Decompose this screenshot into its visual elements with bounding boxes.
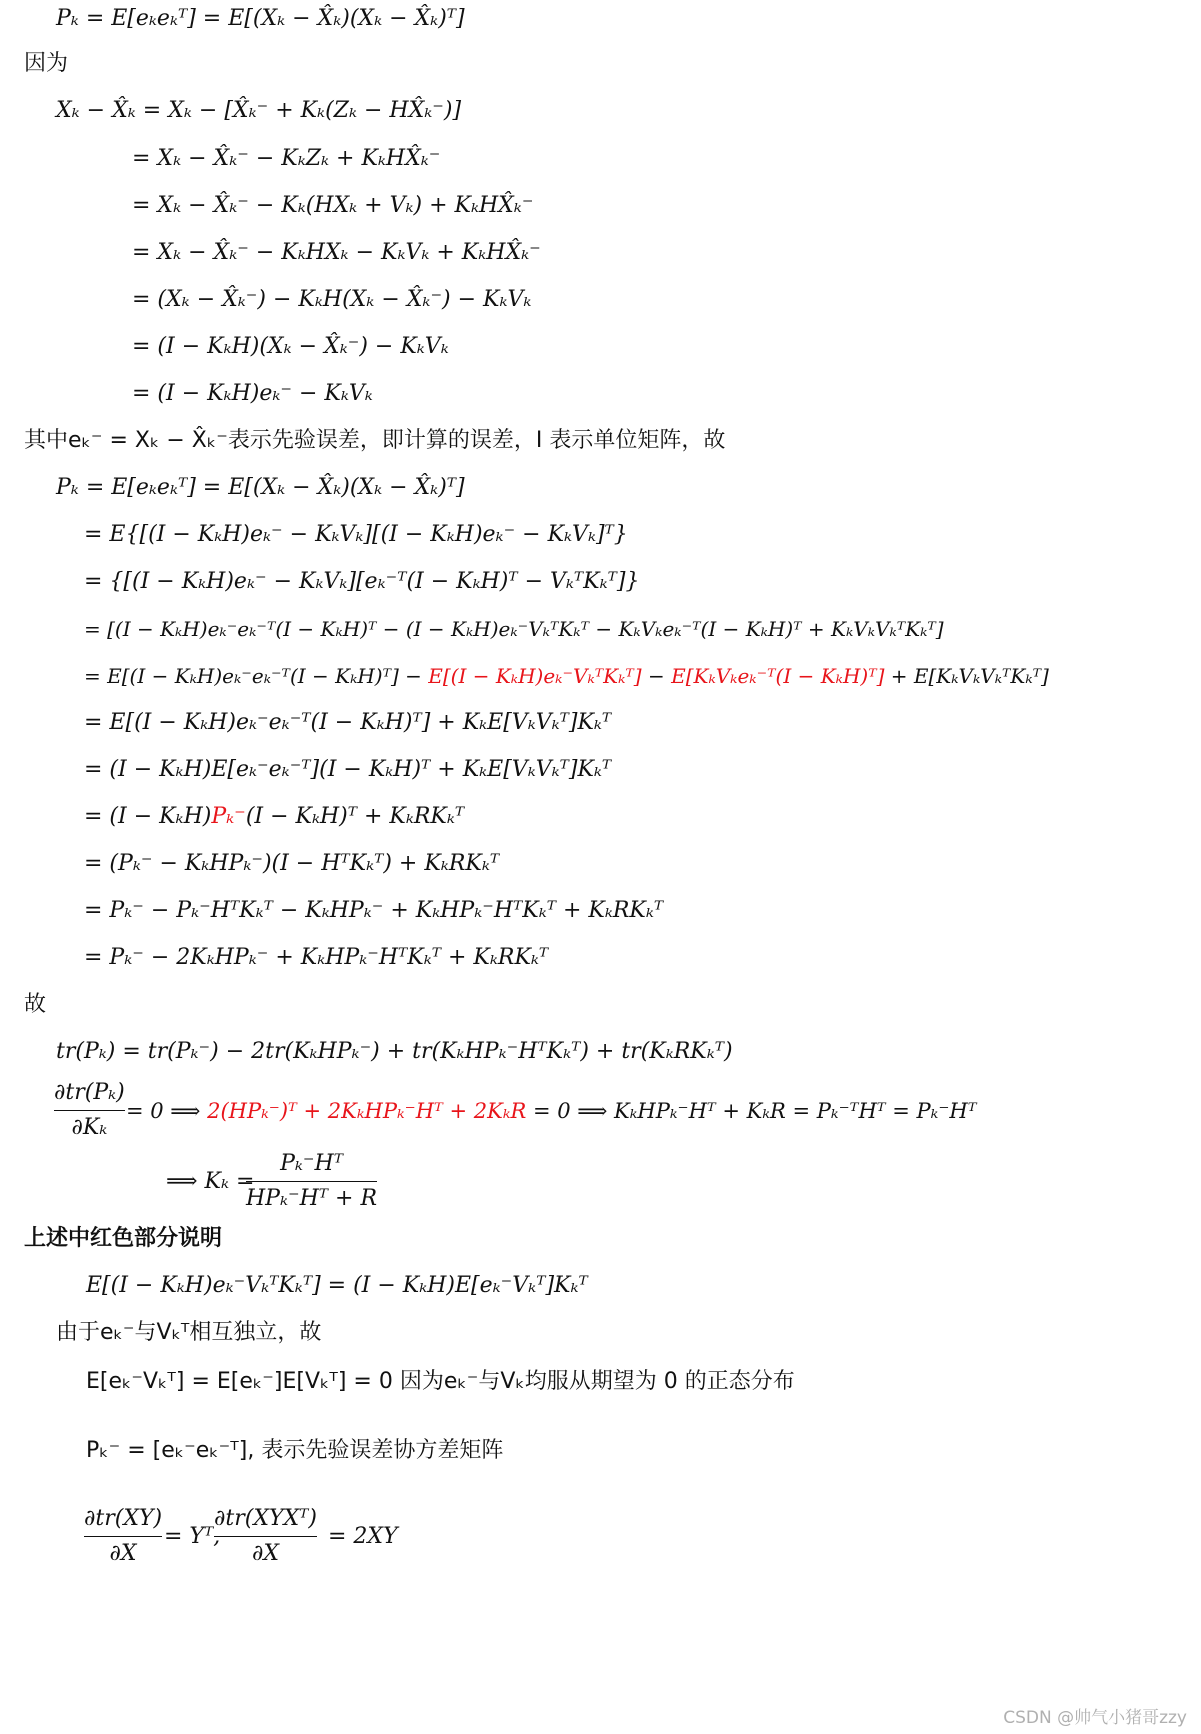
trace-rule-num-1: ∂tr(XY) [84, 1506, 163, 1531]
trace-line: tr(Pₖ) = tr(Pₖ⁻) − 2tr(KₖHPₖ⁻) + tr(KₖHPₖ⁻HᵀKₖᵀ) + tr(KₖRKₖᵀ) [56, 1039, 733, 1064]
gain-bar [246, 1181, 377, 1182]
deriv-denominator: ∂Kₖ [71, 1115, 108, 1140]
error-step-1: = Xₖ − X̂ₖ⁻ − KₖZₖ + KₖHX̂ₖ⁻ [132, 146, 441, 171]
pk-first-line: Pₖ = E[eₖeₖᵀ] = E[(Xₖ − X̂ₖ)(Xₖ − X̂ₖ)ᵀ] [56, 475, 465, 500]
error-step-3: = Xₖ − X̂ₖ⁻ − KₖHXₖ − KₖVₖ + KₖHX̂ₖ⁻ [132, 240, 541, 265]
pk-red-part1: = E[(I − KₖH)eₖ⁻eₖ⁻ᵀ(I − KₖH)ᵀ] − [84, 664, 429, 688]
pk-red-line [84, 661, 1049, 691]
pk-step-b-1: = (I − KₖH)E[eₖ⁻eₖ⁻ᵀ](I − KₖH)ᵀ + KₖE[VₖVₖᵀ]Kₖᵀ [84, 757, 612, 782]
gain-denominator: HPₖ⁻Hᵀ + R [246, 1186, 378, 1211]
deriv-numerator: ∂tr(Pₖ) [54, 1080, 125, 1105]
notes-eq1: E[(I − KₖH)eₖ⁻VₖᵀKₖᵀ] = (I − KₖH)E[eₖ⁻Vₖᵀ]Kₖᵀ [86, 1273, 588, 1298]
notes-heading: 上述中红色部分说明 [24, 1226, 223, 1251]
pk-step-c-2: = Pₖ⁻ − 2KₖHPₖ⁻ + KₖHPₖ⁻HᵀKₖᵀ + KₖRKₖᵀ [84, 945, 549, 970]
error-step-0: Xₖ − X̂ₖ = Xₖ − [X̂ₖ⁻ + Kₖ(Zₖ − HX̂ₖ⁻)] [56, 98, 462, 123]
therefore-label: 故 [24, 992, 47, 1017]
pk-definition: Pₖ = E[eₖeₖᵀ] = E[(Xₖ − X̂ₖ)(Xₖ − X̂ₖ)ᵀ] [56, 6, 465, 31]
deriv-red-term: 2(HPₖ⁻)ᵀ + 2KₖHPₖ⁻Hᵀ + 2KₖR [207, 1099, 527, 1123]
notes-prior-cov: Pₖ⁻ = [eₖ⁻eₖ⁻ᵀ], 表示先验误差协方差矩阵 [86, 1438, 504, 1463]
deriv-after: = 0 ⟹ [126, 1099, 208, 1123]
pk-step-1: = {[(I − KₖH)eₖ⁻ − KₖVₖ][eₖ⁻ᵀ(I − KₖH)ᵀ − VₖᵀKₖᵀ]} [84, 569, 640, 594]
trace-rule-bar-2 [214, 1536, 317, 1537]
gain-fraction [246, 1149, 377, 1214]
trace-rule-frac-1 [84, 1504, 162, 1569]
pk-red-part3: − [641, 664, 672, 688]
pk-step-c-0: = (Pₖ⁻ − KₖHPₖ⁻)(I − HᵀKₖᵀ) + KₖRKₖᵀ [84, 851, 500, 876]
pk-red-term-1: E[(I − KₖH)eₖ⁻VₖᵀKₖᵀ] [428, 664, 642, 688]
trace-rule-den-1: ∂X [109, 1541, 137, 1566]
trace-rule-frac-2 [214, 1504, 317, 1569]
error-step-4: = (Xₖ − X̂ₖ⁻) − KₖH(Xₖ − X̂ₖ⁻) − KₖVₖ [132, 287, 532, 312]
deriv-rhs [126, 1096, 977, 1126]
pk-red-term-2: E[KₖVₖeₖ⁻ᵀ(I − KₖH)ᵀ] [671, 664, 885, 688]
gain-numerator: Pₖ⁻Hᵀ [280, 1151, 343, 1176]
pk-prior-a: = (I − KₖH) [84, 804, 212, 829]
pk-prior-red: Pₖ⁻ [211, 804, 246, 829]
trace-rule-bar-1 [84, 1536, 162, 1537]
deriv-tail: = 0 ⟹ KₖHPₖ⁻Hᵀ + KₖR = Pₖ⁻ᵀHᵀ = Pₖ⁻Hᵀ [526, 1099, 977, 1123]
error-step-5: = (I − KₖH)(Xₖ − X̂ₖ⁻) − KₖVₖ [132, 334, 449, 359]
trace-rule-den-2: ∂X [251, 1541, 280, 1566]
pk-step-c-1: = Pₖ⁻ − Pₖ⁻HᵀKₖᵀ − KₖHPₖ⁻ + KₖHPₖ⁻HᵀKₖᵀ + KₖRKₖᵀ [84, 898, 664, 923]
csdn-watermark: CSDN @帅气小猪哥zzy [1003, 1708, 1187, 1728]
pk-prior-b: (I − KₖH)ᵀ + KₖRKₖᵀ [245, 804, 465, 829]
gain-prefix: ⟹ Kₖ = [166, 1169, 255, 1194]
pk-step-b-0: = E[(I − KₖH)eₖ⁻eₖ⁻ᵀ(I − KₖH)ᵀ] + KₖE[VₖVₖᵀ]Kₖᵀ [84, 710, 612, 735]
deriv-fraction [54, 1078, 125, 1143]
deriv-bar [54, 1110, 125, 1111]
pk-red-part5: + E[KₖVₖVₖᵀKₖᵀ] [884, 664, 1049, 688]
pk-prior-line [84, 802, 464, 832]
trace-rule-tail: = 2XY [328, 1524, 398, 1549]
pk-step-2: = [(I − KₖH)eₖ⁻eₖ⁻ᵀ(I − KₖH)ᵀ − (I − KₖH)eₖ⁻VₖᵀKₖᵀ − KₖVₖeₖ⁻ᵀ(I − KₖH)ᵀ + KₖVₖVₖᵀKₖᵀ] [84, 617, 944, 641]
error-step-6: = (I − KₖH)eₖ⁻ − KₖVₖ [132, 381, 373, 406]
error-step-2: = Xₖ − X̂ₖ⁻ − Kₖ(HXₖ + Vₖ) + KₖHX̂ₖ⁻ [132, 193, 534, 218]
trace-rule-mid: = Yᵀ, [164, 1524, 221, 1549]
notes-eq2: E[eₖ⁻Vₖᵀ] = E[eₖ⁻]E[Vₖᵀ] = 0 因为eₖ⁻与Vₖ均服从期望为 0 的正态分布 [86, 1369, 795, 1394]
notes-independent: 由于eₖ⁻与Vₖᵀ相互独立，故 [56, 1320, 322, 1345]
where-line: 其中eₖ⁻ = Xₖ − X̂ₖ⁻表示先验误差，即计算的误差，I 表示单位矩阵，故 [24, 428, 726, 453]
pk-step-0: = E{[(I − KₖH)eₖ⁻ − KₖVₖ][(I − KₖH)eₖ⁻ − KₖVₖ]ᵀ} [84, 522, 628, 547]
because-label: 因为 [24, 51, 69, 76]
trace-rule-num-2: ∂tr(XYXᵀ) [214, 1506, 317, 1531]
